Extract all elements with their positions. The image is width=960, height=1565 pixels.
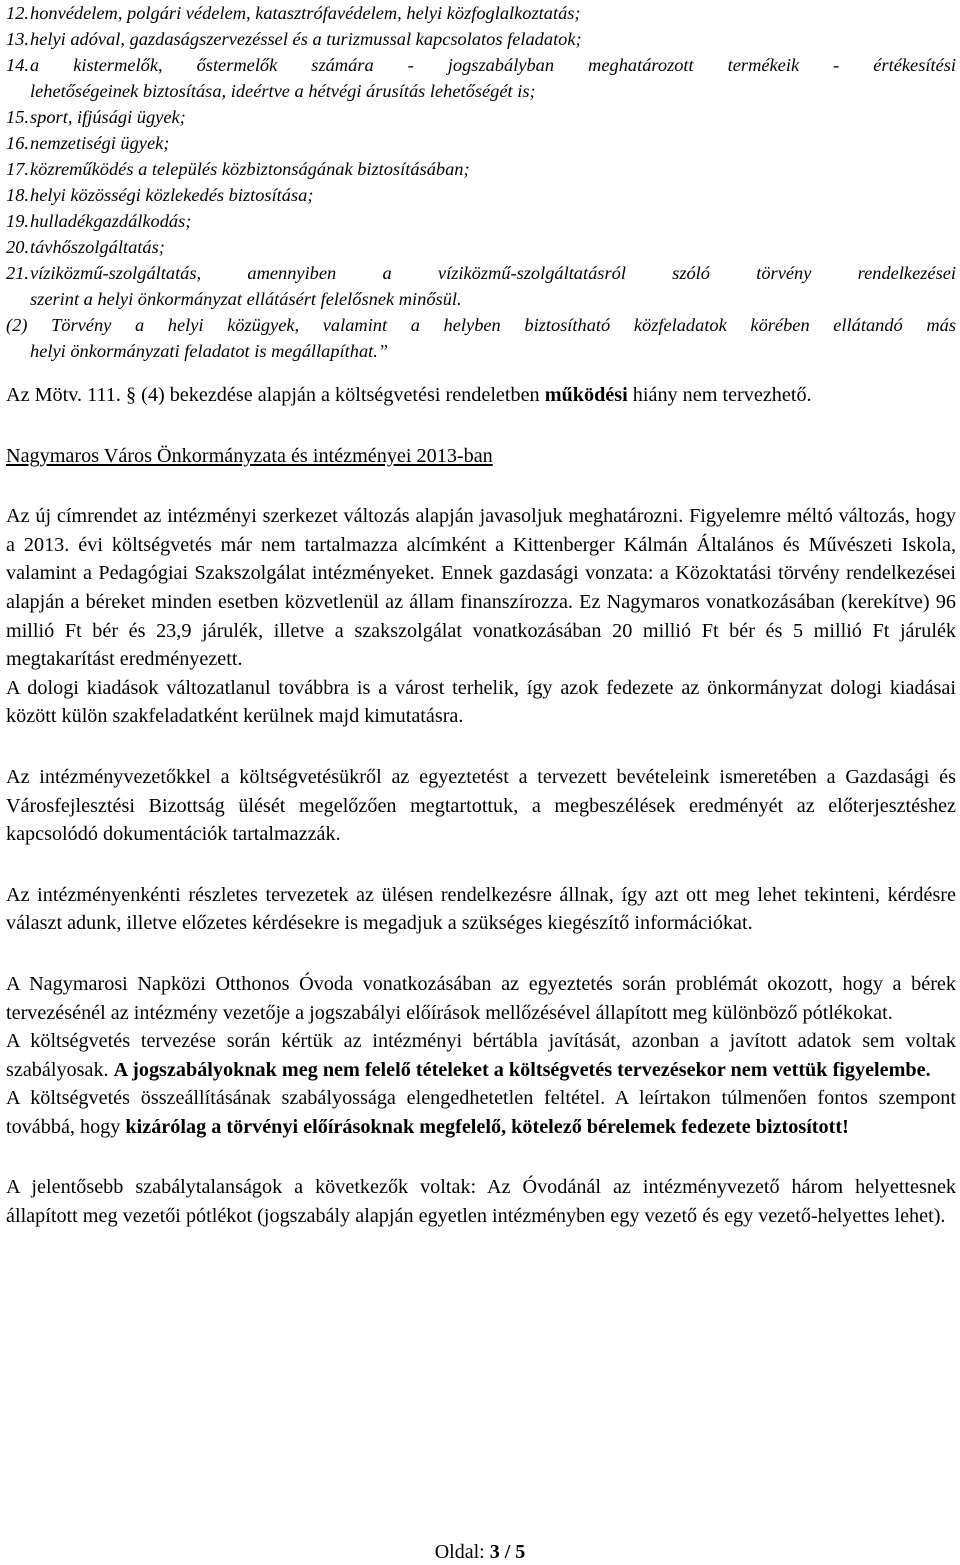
list-item-continuation: szerint a helyi önkormányzat ellátásért felelősnek minősül. <box>30 289 462 309</box>
task-list <box>6 0 956 364</box>
list-item: 15. sport, ifjúsági ügyek; <box>6 107 186 127</box>
list-item: 18. helyi közösségi közlekedés biztosítása; <box>6 185 314 205</box>
paragraph: A dologi kiadások változatlanul továbbra is a várost terhelik, így azok fedezete az önkormányzat dologi kiadásai között külön szakfeladatként kerülnek majd kimutatásra. <box>6 676 956 728</box>
paragraph: Az új címrendet az intézményi szerkezet változás alapján javasoljuk meghatározni. Figyelemre méltó változás, hogy a 2013. évi költségvetés már nem tartalmazza alcímként a Kittenberger Kálmán Általános és Művészeti Iskola, valamint a Pedagógiai Szakszolgálat intézményeket. Ennek gazdasági vonzata: a Közoktatási törvény rendelkezései alapján a béreket minden esetben közvetlenül az állam finanszírozza. Ez Nagymaros vonatkozásában (kerekítve) 96 millió Ft bér és 23,9 járulék, illetve a szakszolgálat vonatkozásában 20 millió Ft bér és 5 millió Ft járulék megtakarítást eredményezett. <box>6 505 956 671</box>
paragraph: Az intézményenkénti részletes tervezetek az ülésen rendelkezésre állnak, így azt ott meg lehet tekinteni, kérdésre választ adunk, illetve előzetes kérdésekre is megadjuk a szükséges kiegészítő információkat. <box>6 883 956 935</box>
paragraph: A költségvetés tervezése során kértük az intézményi bértábla javítását, azonban a javított adatok sem voltak szabályosak. A jogszabályoknak meg nem felelő tételeket a költségvetés tervezésekor nem vettük figyelembe. <box>6 1030 956 1081</box>
paragraph: A költségvetés összeállításának szabályossága elengedhetetlen feltétel. A leírtakon túlmenően fontos szempont továbbá, hogy kizárólag a törvényi előírásoknak megfelelő, kötelező bérelemek fedezete biztosított! <box>6 1087 956 1138</box>
paragraph-2-continuation: helyi önkormányzati feladatot is megállapíthat.” <box>30 341 389 361</box>
paragraph: A jelentősebb szabálytalanságok a következők voltak: Az Óvodánál az intézményvezető három helyettesnek állapított meg vezetői pótlékot (jogszabály alapján egyetlen intézményben egy vezető és egy vezető-helyettes lehet). <box>6 1176 956 1228</box>
motv-paragraph: Az Mötv. 111. § (4) bekezdése alapján a költségvetési rendeletben működési hiány nem tervezhető. <box>6 384 812 406</box>
page-label: Oldal: <box>434 1541 490 1563</box>
list-item: 21. víziközmű-szolgáltatás, amennyiben a víziközmű-szolgáltatásról szóló törvény rendelkezései <box>6 263 956 283</box>
paragraph: A Nagymarosi Napközi Otthonos Óvoda vonatkozásában az egyeztetés során problémát okozott, hogy a bérek tervezésénél az intézmény vezetője a jogszabályi előírások mellőzésével állapított meg különböző pótlékokat. <box>6 972 956 1024</box>
list-item: 20. távhőszolgáltatás; <box>6 237 165 257</box>
list-item: 17. közreműködés a település közbiztonságának biztosításában; <box>6 159 470 179</box>
paragraph: Az intézményvezetőkkel a költségvetésükről az egyeztetést a tervezett bevételeink ismeretében a Gazdasági és Városfejlesztési Bizottság ülését megelőzően megtartottuk, a megbeszélések eredményét az előterjesztéshez kapcsolódó dokumentációk tartalmazzák. <box>6 765 956 846</box>
paragraph-2: (2) Törvény a helyi közügyek, valamint a helyben biztosítható közfeladatok körében ellátandó más <box>6 315 956 335</box>
list-item: 13. helyi adóval, gazdaságszervezéssel és a turizmussal kapcsolatos feladatok; <box>6 29 582 49</box>
section-heading: Nagymaros Város Önkormányzata és intézményei 2013-ban <box>6 444 493 467</box>
list-item: 14. a kistermelők, őstermelők számára - jogszabályban meghatározott termékeik - értékesítési <box>6 55 956 75</box>
page-footer <box>0 1541 960 1564</box>
list-item: 16. nemzetiségi ügyek; <box>6 133 170 153</box>
list-item-continuation: lehetőségeinek biztosítása, ideértve a hétvégi árusítás lehetőségét is; <box>30 81 536 101</box>
list-item: 12. honvédelem, polgári védelem, katasztrófavédelem, helyi közfoglalkoztatás; <box>6 3 581 23</box>
page-number: 3 / 5 <box>489 1541 526 1563</box>
list-item: 19. hulladékgazdálkodás; <box>6 211 192 231</box>
document-page <box>6 0 956 1231</box>
